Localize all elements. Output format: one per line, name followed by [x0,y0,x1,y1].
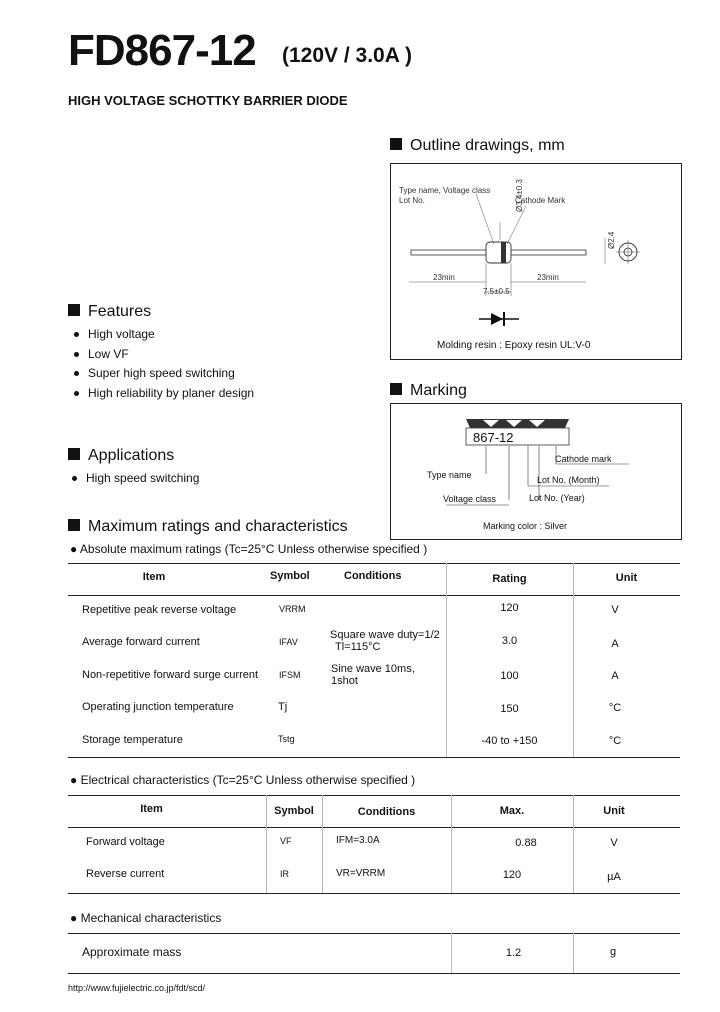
row-max: 120 [502,869,522,881]
row-rating: 150 [500,703,519,715]
max-ratings-heading [68,518,348,536]
features-heading [68,303,151,321]
abs-ratings-table [68,563,680,758]
row-unit: µA [607,871,621,883]
row-condition: 1shot [331,675,358,687]
row-rating: 3.0 [501,635,518,647]
electrical-table [68,795,680,894]
outline-drawing-box [390,163,682,360]
outline-body-diameter: Ø3.4±0.3 [515,179,524,212]
molding-note: Molding resin : Epoxy resin UL:V-0 [437,340,591,351]
row-rating: -40 to +150 [481,735,538,747]
row-max: 0.88 [515,837,537,849]
col-unit: Unit [615,572,638,584]
square-bullet-icon [390,138,402,150]
applications-list [70,469,199,489]
col-item: Item [142,571,166,583]
marking-code: 867-12 [473,430,514,445]
row-item: Storage temperature [82,734,183,746]
outline-type-name-label: Type name, Voltage class [399,186,491,195]
row-rating: 100 [500,670,519,682]
abs-ratings-title-text: Absolute maximum ratings (Tc=25°C Unless otherwise specified ) [79,542,428,556]
abs-ratings-title: ● Absolute maximum ratings (Tc=25°C Unless otherwise specified ) [70,542,428,556]
outline-heading [390,137,565,155]
marking-heading-text: Marking [410,382,467,399]
marking-type-name-label: Type name [427,470,472,480]
col-item: Item [140,803,163,815]
footer-url[interactable]: http://www.fujielectric.co.jp/fdt/scd/ [68,983,206,993]
row-item: Approximate mass [82,945,182,959]
part-number: FD867-12 [68,26,256,75]
features-heading-text: Features [88,303,152,320]
row-item: Forward voltage [86,836,165,848]
row-item: Reverse current [86,868,165,880]
col-symbol: Symbol [270,570,310,582]
col-symbol: Symbol [274,805,314,817]
row-value: 1.2 [505,947,522,959]
description: HIGH VOLTAGE SCHOTTKY BARRIER DIODE [68,93,348,108]
marking-lot-year-label: Lot No. (Year) [529,493,585,503]
row-item: Operating junction temperature [82,701,234,713]
electrical-title-text: Electrical characteristics (Tc=25°C Unless otherwise specified ) [80,773,416,787]
outline-body-length: 7.5±0.5 [483,287,510,296]
feature-item: Super high speed switching [72,364,254,384]
row-symbol: VF [280,836,292,846]
outline-cathode-mark-label: Cathode Mark [515,196,566,205]
row-unit: A [611,670,619,682]
outline-lead-left-length: 23min [433,273,455,282]
col-max: Max. [499,805,525,817]
row-unit: V [611,604,619,616]
col-rating: Rating [492,573,527,585]
features-list [72,325,254,403]
col-conditions: Conditions [344,570,402,582]
feature-item: Low VF [72,345,254,365]
row-symbol: Tstg [278,734,295,744]
outline-lot-no-label: Lot No. [399,196,425,205]
marking-lot-month-label: Lot No. (Month) [537,475,600,485]
marking-cathode-label: Cathode mark [555,454,612,464]
mechanical-table [68,933,680,974]
feature-item: High reliability by planer design [72,384,254,404]
square-bullet-icon [68,448,80,460]
row-symbol: IFAV [279,637,298,647]
row-symbol: VRRM [279,604,306,614]
row-condition: VR=VRRM [336,868,386,879]
row-unit: °C [608,702,622,714]
row-condition: Square wave duty=1/2 [330,629,440,641]
outline-heading-text: Outline drawings, mm [410,137,565,154]
row-unit: °C [608,735,622,747]
square-bullet-icon [68,304,80,316]
applications-heading [68,447,174,465]
col-conditions: Conditions [357,806,416,818]
feature-item: High voltage [72,325,254,345]
row-item: Non-repetitive forward surge current [82,669,259,681]
col-unit: Unit [603,805,625,817]
marking-voltage-label: Voltage class [443,494,497,504]
applications-heading-text: Applications [88,447,175,464]
row-symbol: IFSM [279,670,301,680]
marking-color-note: Marking color : Silver [483,521,568,531]
outline-lead-diameter: Ø2.4 [607,231,616,249]
marking-heading [390,382,467,400]
row-condition: IFM=3.0A [336,835,380,846]
outline-lead-right-length: 23min [537,273,559,282]
square-bullet-icon [68,519,80,531]
marking-box [390,403,682,540]
square-bullet-icon [390,383,402,395]
row-symbol: IR [280,869,289,879]
row-condition: Sine wave 10ms, [331,663,415,675]
row-unit: g [609,946,617,958]
application-item: High speed switching [70,469,199,489]
rating-summary: (120V / 3.0A ) [282,44,412,67]
row-item: Average forward current [82,636,200,648]
row-unit: V [610,837,618,849]
max-ratings-heading-text: Maximum ratings and characteristics [88,518,348,535]
row-unit: A [611,638,619,650]
electrical-title: ● Electrical characteristics (Tc=25°C Unless otherwise specified ) [70,773,416,787]
row-symbol: Tj [278,701,288,713]
row-rating: 120 [500,602,519,614]
row-item: Repetitive peak reverse voltage [82,604,237,616]
row-condition: Tl=115°C [335,641,381,653]
mechanical-title: ● Mechanical characteristics [70,911,222,925]
mechanical-title-text: Mechanical characteristics [80,911,222,925]
